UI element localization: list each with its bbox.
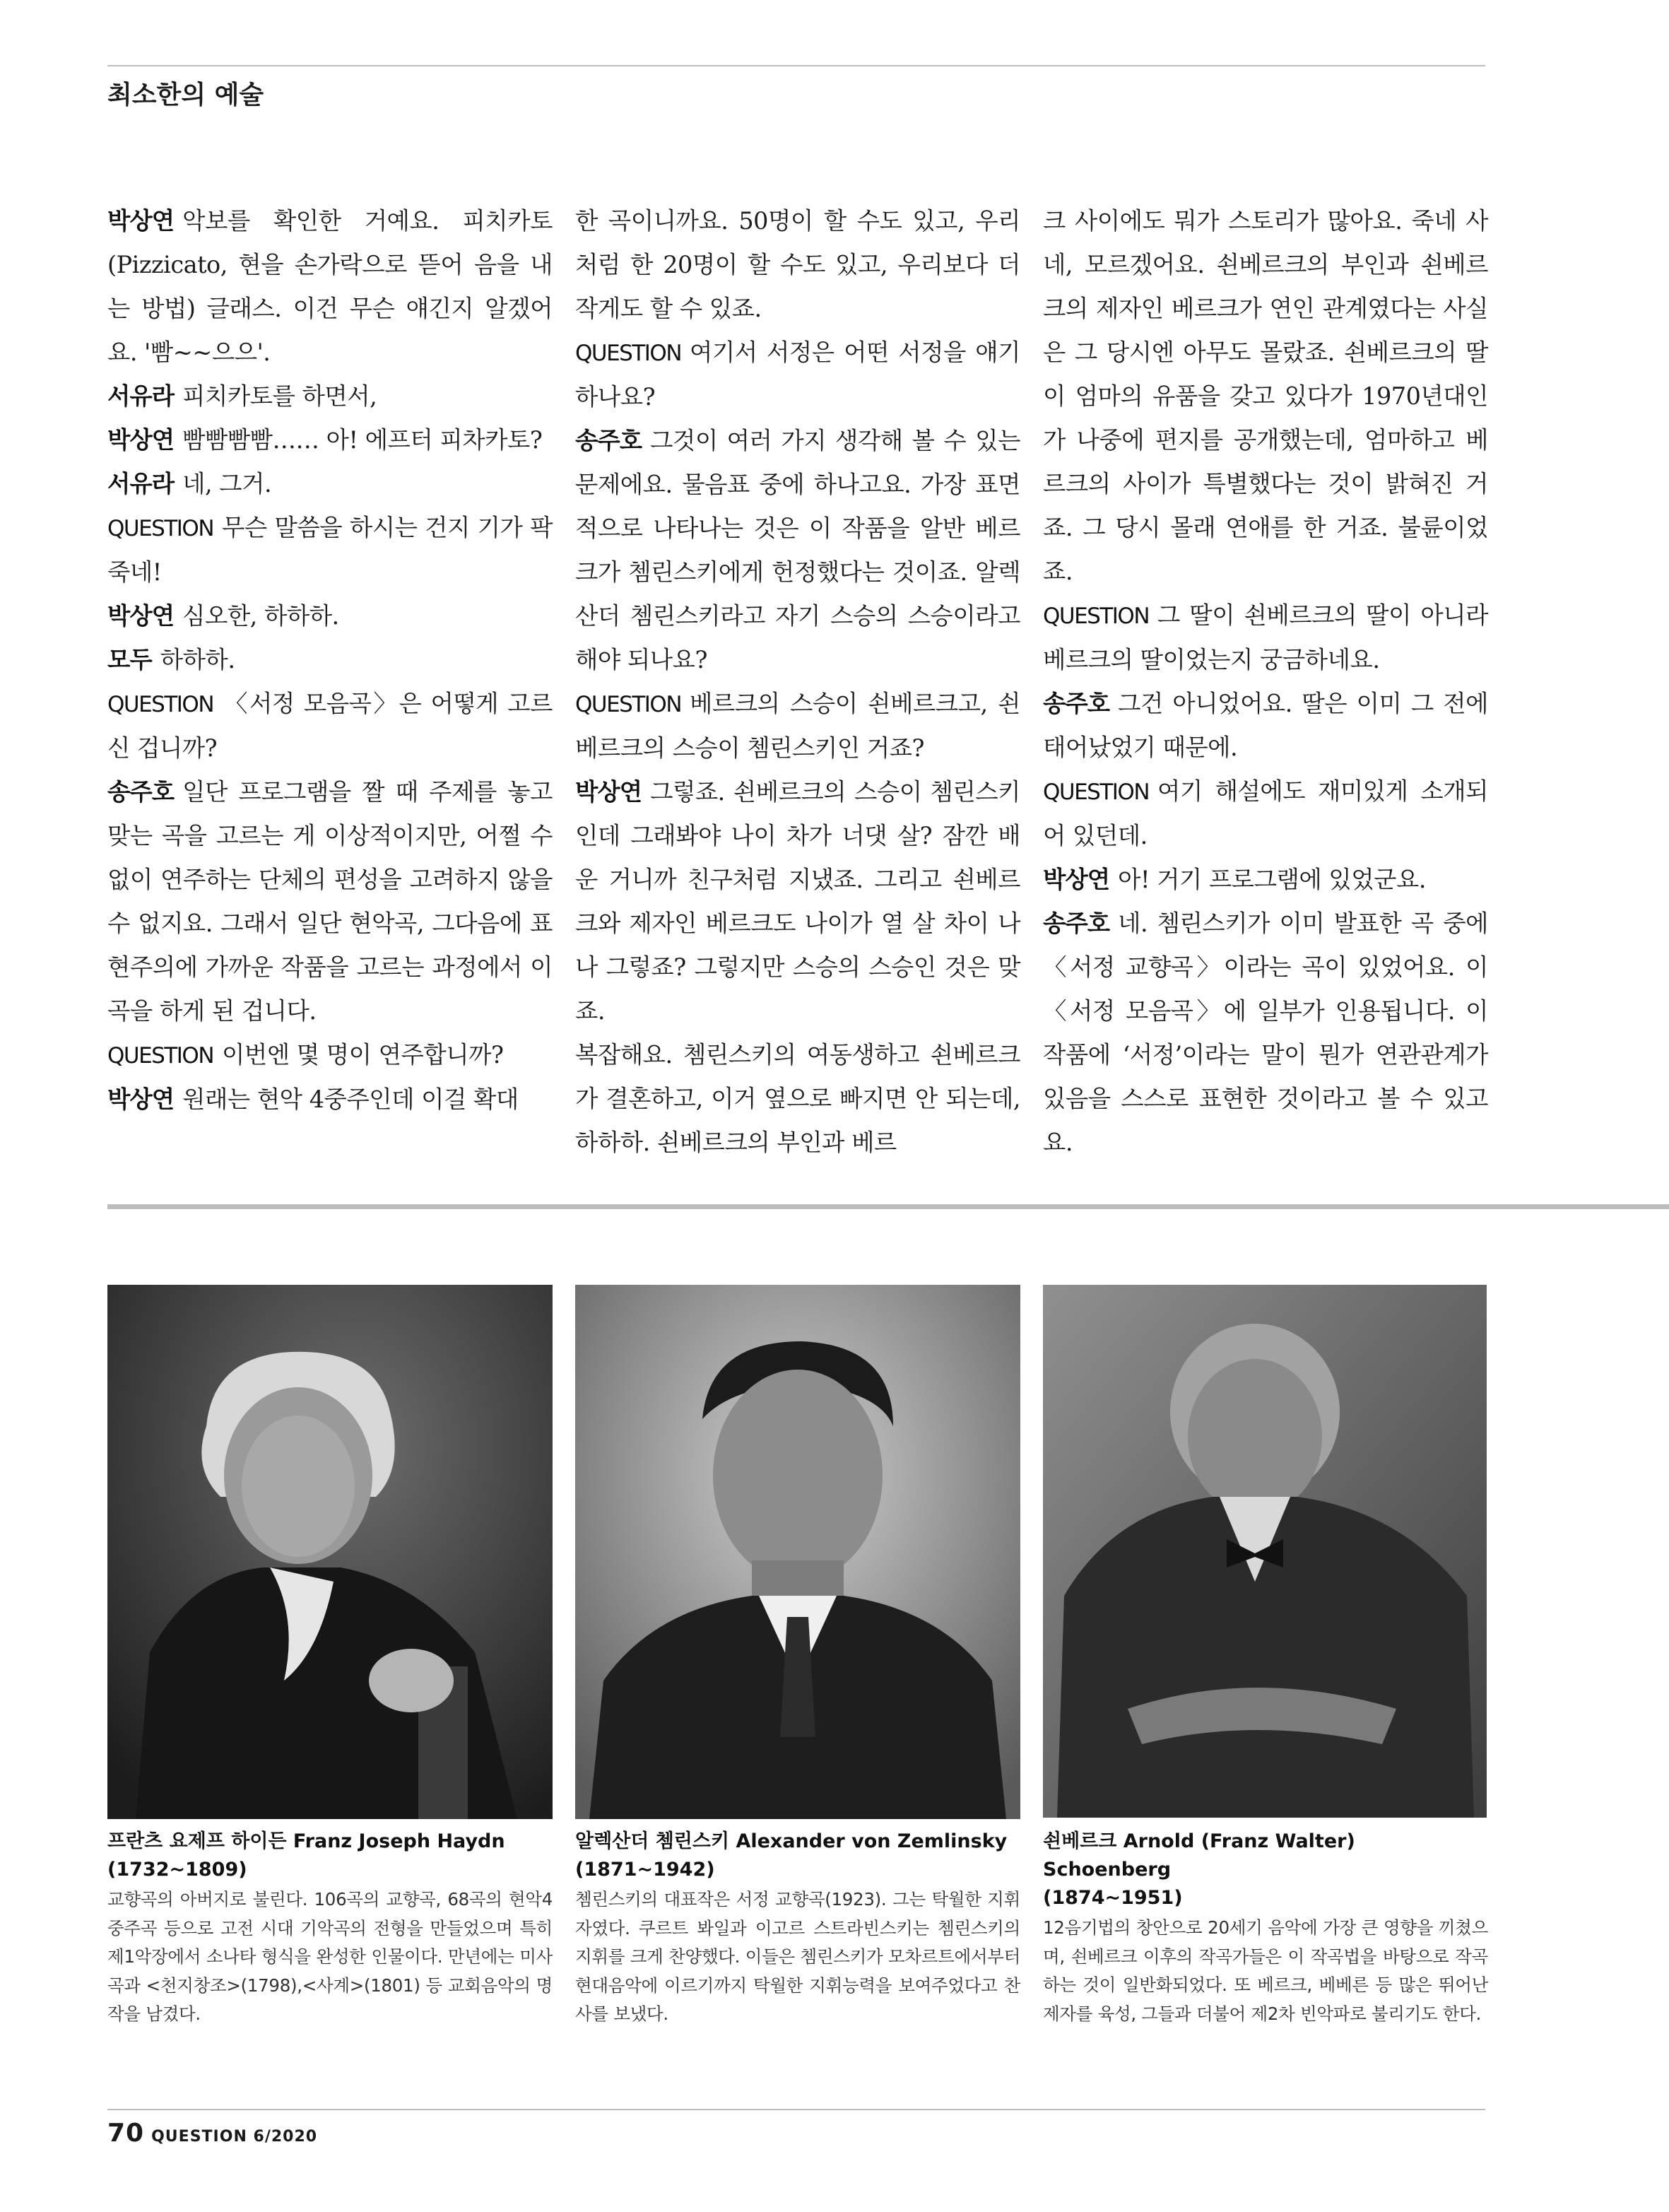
speaker-name: 송주호 [1043,690,1110,717]
page-footer [107,2119,317,2148]
speaker-name: QUESTION [1043,780,1150,805]
caption-body: 12음기법의 창안으로 20세기 음악에 가장 큰 영향을 끼쳤으며, 쇤베르크 이후의 작곡가들은 이 작곡법을 바탕으로 작곡하는 것이 일반화되었다. 또 베르크, 베베른 등 많은 뛰어난 제자를 육성, 그들과 더불어 제2차 빈악파로 불리기도 한다. [1043,1917,1488,2024]
dialogue-paragraph [575,770,1020,1033]
dialogue-paragraph [575,1033,1020,1165]
speaker-name: 서유라 [107,382,175,410]
speaker-name: 서유라 [107,470,175,498]
speaker-name: 모두 [107,646,152,673]
speaker-name: QUESTION [1043,604,1150,629]
dialogue-paragraph [575,331,1020,419]
bottom-rule [107,2109,1485,2110]
speaker-name: 박상연 [107,207,175,235]
speaker-name: 송주호 [1043,910,1110,937]
dialogue-text: 원래는 현악 4중주인데 이걸 확대 [182,1086,519,1113]
dialogue-paragraph [1043,682,1488,770]
speaker-name: 박상연 [575,778,642,806]
text-column-3 [1043,199,1488,1165]
zemlinsky-caption [575,1828,1020,2029]
dialogue-text: 무슨 말씀을 하시는 건지 기가 팍 죽네! [107,514,553,586]
dialogue-paragraph [1043,858,1488,902]
dialogue-paragraph [107,594,553,638]
haydn-portrait-photo [107,1285,553,1819]
schoenberg-portrait-photo [1043,1285,1487,1818]
dialogue-text: 악보를 확인한 거예요. 피치카토(Pizzicato, 현을 손가락으로 뜯어 음을 내는 방법) 글래스. 이건 무슨 얘긴지 알겠어요. '빰~~으으'. [107,207,553,366]
speaker-name: QUESTION [107,516,214,541]
caption-body: 쳄린스키의 대표작은 서정 교향곡(1923). 그는 탁월한 지휘자였다. 쿠르트 봐일과 이고르 스트라빈스키는 쳄린스키의 지휘를 크게 찬양했다. 이들은 쳄린스키가 모차르트에서부터 현대음악에 이르기까지 탁월한 지휘능력을 보여주었다고 찬사를 보냈다. [575,1889,1020,2024]
dialogue-paragraph [1043,594,1488,682]
dialogue-paragraph [575,199,1020,331]
dialogue-paragraph [107,418,553,462]
caption-name: 프란츠 요제프 하이든 Franz Joseph Haydn [107,1830,505,1852]
dialogue-paragraph [107,375,553,418]
haydn-caption [107,1828,553,2029]
speaker-name: 박상연 [107,426,175,454]
caption-years: (1871~1942) [575,1859,715,1881]
dialogue-paragraph [107,462,553,506]
dialogue-paragraph [107,1033,553,1078]
magazine-issue: QUESTION 6/2020 [151,2128,318,2146]
dialogue-paragraph [107,770,553,1033]
dialogue-text: 복잡해요. 쳄린스키의 여동생하고 쇤베르크가 결혼하고, 이거 옆으로 빠지면 안 되는데, 하하하. 쇤베르크의 부인과 베르 [575,1041,1020,1156]
dialogue-paragraph [107,506,553,594]
dialogue-paragraph [575,419,1020,682]
dialogue-text: 빰빰빰빰…… 아! 에프터 피차카토? [182,426,543,454]
dialogue-text: 네. 쳄린스키가 이미 발표한 곡 중에 〈서정 교향곡〉이라는 곡이 있었어요. 이 〈서정 모음곡〉에 일부가 인용됩니다. 이 작품에 ‘서정’이라는 말이 뭔가 연관관계가 있음을 스스로 표현한 것이라고 볼 수 있고요. [1043,910,1488,1156]
caption-years: (1874~1951) [1043,1887,1183,1909]
dialogue-text: 크 사이에도 뭐가 스토리가 많아요. 죽네 사네, 모르겠어요. 쇤베르크의 부인과 쇤베르크의 제자인 베르크가 연인 관계였다는 사실은 그 당시엔 아무도 몰랐죠. 쇤베르크의 딸이 엄마의 유품을 갖고 있다가 1970년대인가 나중에 편지를 공개했는데, 엄마하고 베르크의 사이가 특별했다는 것이 밝혀진 거죠. 그 당시 몰래 연애를 한 거죠. 불륜이었죠. [1043,207,1488,585]
dialogue-paragraph [107,682,553,770]
dialogue-text: 그 딸이 쇤베르크의 딸이 아니라 베르크의 딸이었는지 궁금하네요. [1043,601,1488,673]
schoenberg-caption [1043,1828,1488,2028]
speaker-name: 송주호 [107,778,175,806]
dialogue-text: 심오한, 하하하. [182,602,339,630]
dialogue-paragraph [107,199,553,375]
dialogue-paragraph [575,682,1020,770]
dialogue-paragraph [1043,902,1488,1165]
speaker-name: QUESTION [575,692,682,717]
dialogue-paragraph [1043,770,1488,858]
caption-years: (1732~1809) [107,1859,247,1881]
dialogue-text: 그것이 여러 가지 생각해 볼 수 있는 문제에요. 물음표 중에 하나고요. 가장 표면적으로 나타나는 것은 이 작품을 알반 베르크가 쳄린스키에게 헌정했다는 것이죠. 알렉산더 쳄린스키라고 자기 스승의 스승이라고 해야 되나요? [575,427,1020,673]
section-title: 최소한의 예술 [107,81,264,110]
dialogue-paragraph [1043,199,1488,594]
dialogue-text: 〈서정 모음곡〉은 어떻게 고르신 겁니까? [107,690,553,762]
caption-name: 알렉산더 쳄린스키 Alexander von Zemlinsky [575,1830,1008,1852]
speaker-name: 송주호 [575,427,642,454]
speaker-name: QUESTION [107,692,214,717]
dialogue-text: 하하하. [160,646,235,673]
section-divider [107,1204,1669,1209]
caption-name: 쇤베르크 Arnold (Franz Walter) Schoenberg [1043,1830,1355,1881]
speaker-name: QUESTION [107,1043,214,1069]
text-column-2 [575,199,1020,1165]
dialogue-paragraph [107,638,553,682]
speaker-name: 박상연 [1043,866,1110,893]
dialogue-text: 네, 그거. [182,470,272,498]
zemlinsky-portrait-photo [575,1285,1020,1819]
top-rule [107,65,1485,66]
dialogue-text: 여기 해설에도 재미있게 소개되어 있던데. [1043,777,1488,849]
caption-body: 교향곡의 아버지로 불린다. 106곡의 교향곡, 68곡의 현악4중주곡 등으로 고전 시대 기악곡의 전형을 만들었으며 특히 제1악장에서 소나타 형식을 완성한 인물이다. 만년에는 미사곡과 <천지창조>(1798),<사계>(1801) 등 교회음악의 명작을 남겼다. [107,1889,553,2024]
dialogue-text: 한 곡이니까요. 50명이 할 수도 있고, 우리처럼 한 20명이 할 수도 있고, 우리보다 더 작게도 할 수 있죠. [575,207,1020,322]
page-number: 70 [107,2119,145,2148]
speaker-name: 박상연 [107,602,175,630]
dialogue-text: 여기서 서정은 어떤 서정을 얘기하나요? [575,339,1020,411]
speaker-name: QUESTION [575,341,682,366]
dialogue-paragraph [107,1078,553,1122]
dialogue-text: 일단 프로그램을 짤 때 주제를 놓고 맞는 곡을 고르는 게 이상적이지만, 어쩔 수 없이 연주하는 단체의 편성을 고려하지 않을 수 없지요. 그래서 일단 현악곡, 그다음에 표현주의에 가까운 작품을 고르는 과정에서 이 곡을 하게 된 겁니다. [107,778,553,1025]
dialogue-text: 이번엔 몇 명이 연주합니까? [222,1041,504,1069]
speaker-name: 박상연 [107,1086,175,1113]
dialogue-text: 아! 거기 프로그램에 있었군요. [1118,866,1426,893]
dialogue-text: 그건 아니었어요. 딸은 이미 그 전에 태어났었기 때문에. [1043,690,1488,761]
dialogue-text: 피치카토를 하면서, [182,382,377,410]
dialogue-text: 그렇죠. 쇤베르크의 스승이 쳄린스키인데 그래봐야 나이 차가 너댓 살? 잠깐 배운 거니까 친구처럼 지냈죠. 그리고 쇤베르크와 제자인 베르크도 나이가 열 살 차이 나나 그렇죠? 그렇지만 스승의 스승인 것은 맞죠. [575,778,1020,1025]
text-column-1 [107,199,553,1122]
dialogue-text: 베르크의 스승이 쇤베르크고, 쇤베르크의 스승이 쳄린스키인 거죠? [575,690,1020,762]
